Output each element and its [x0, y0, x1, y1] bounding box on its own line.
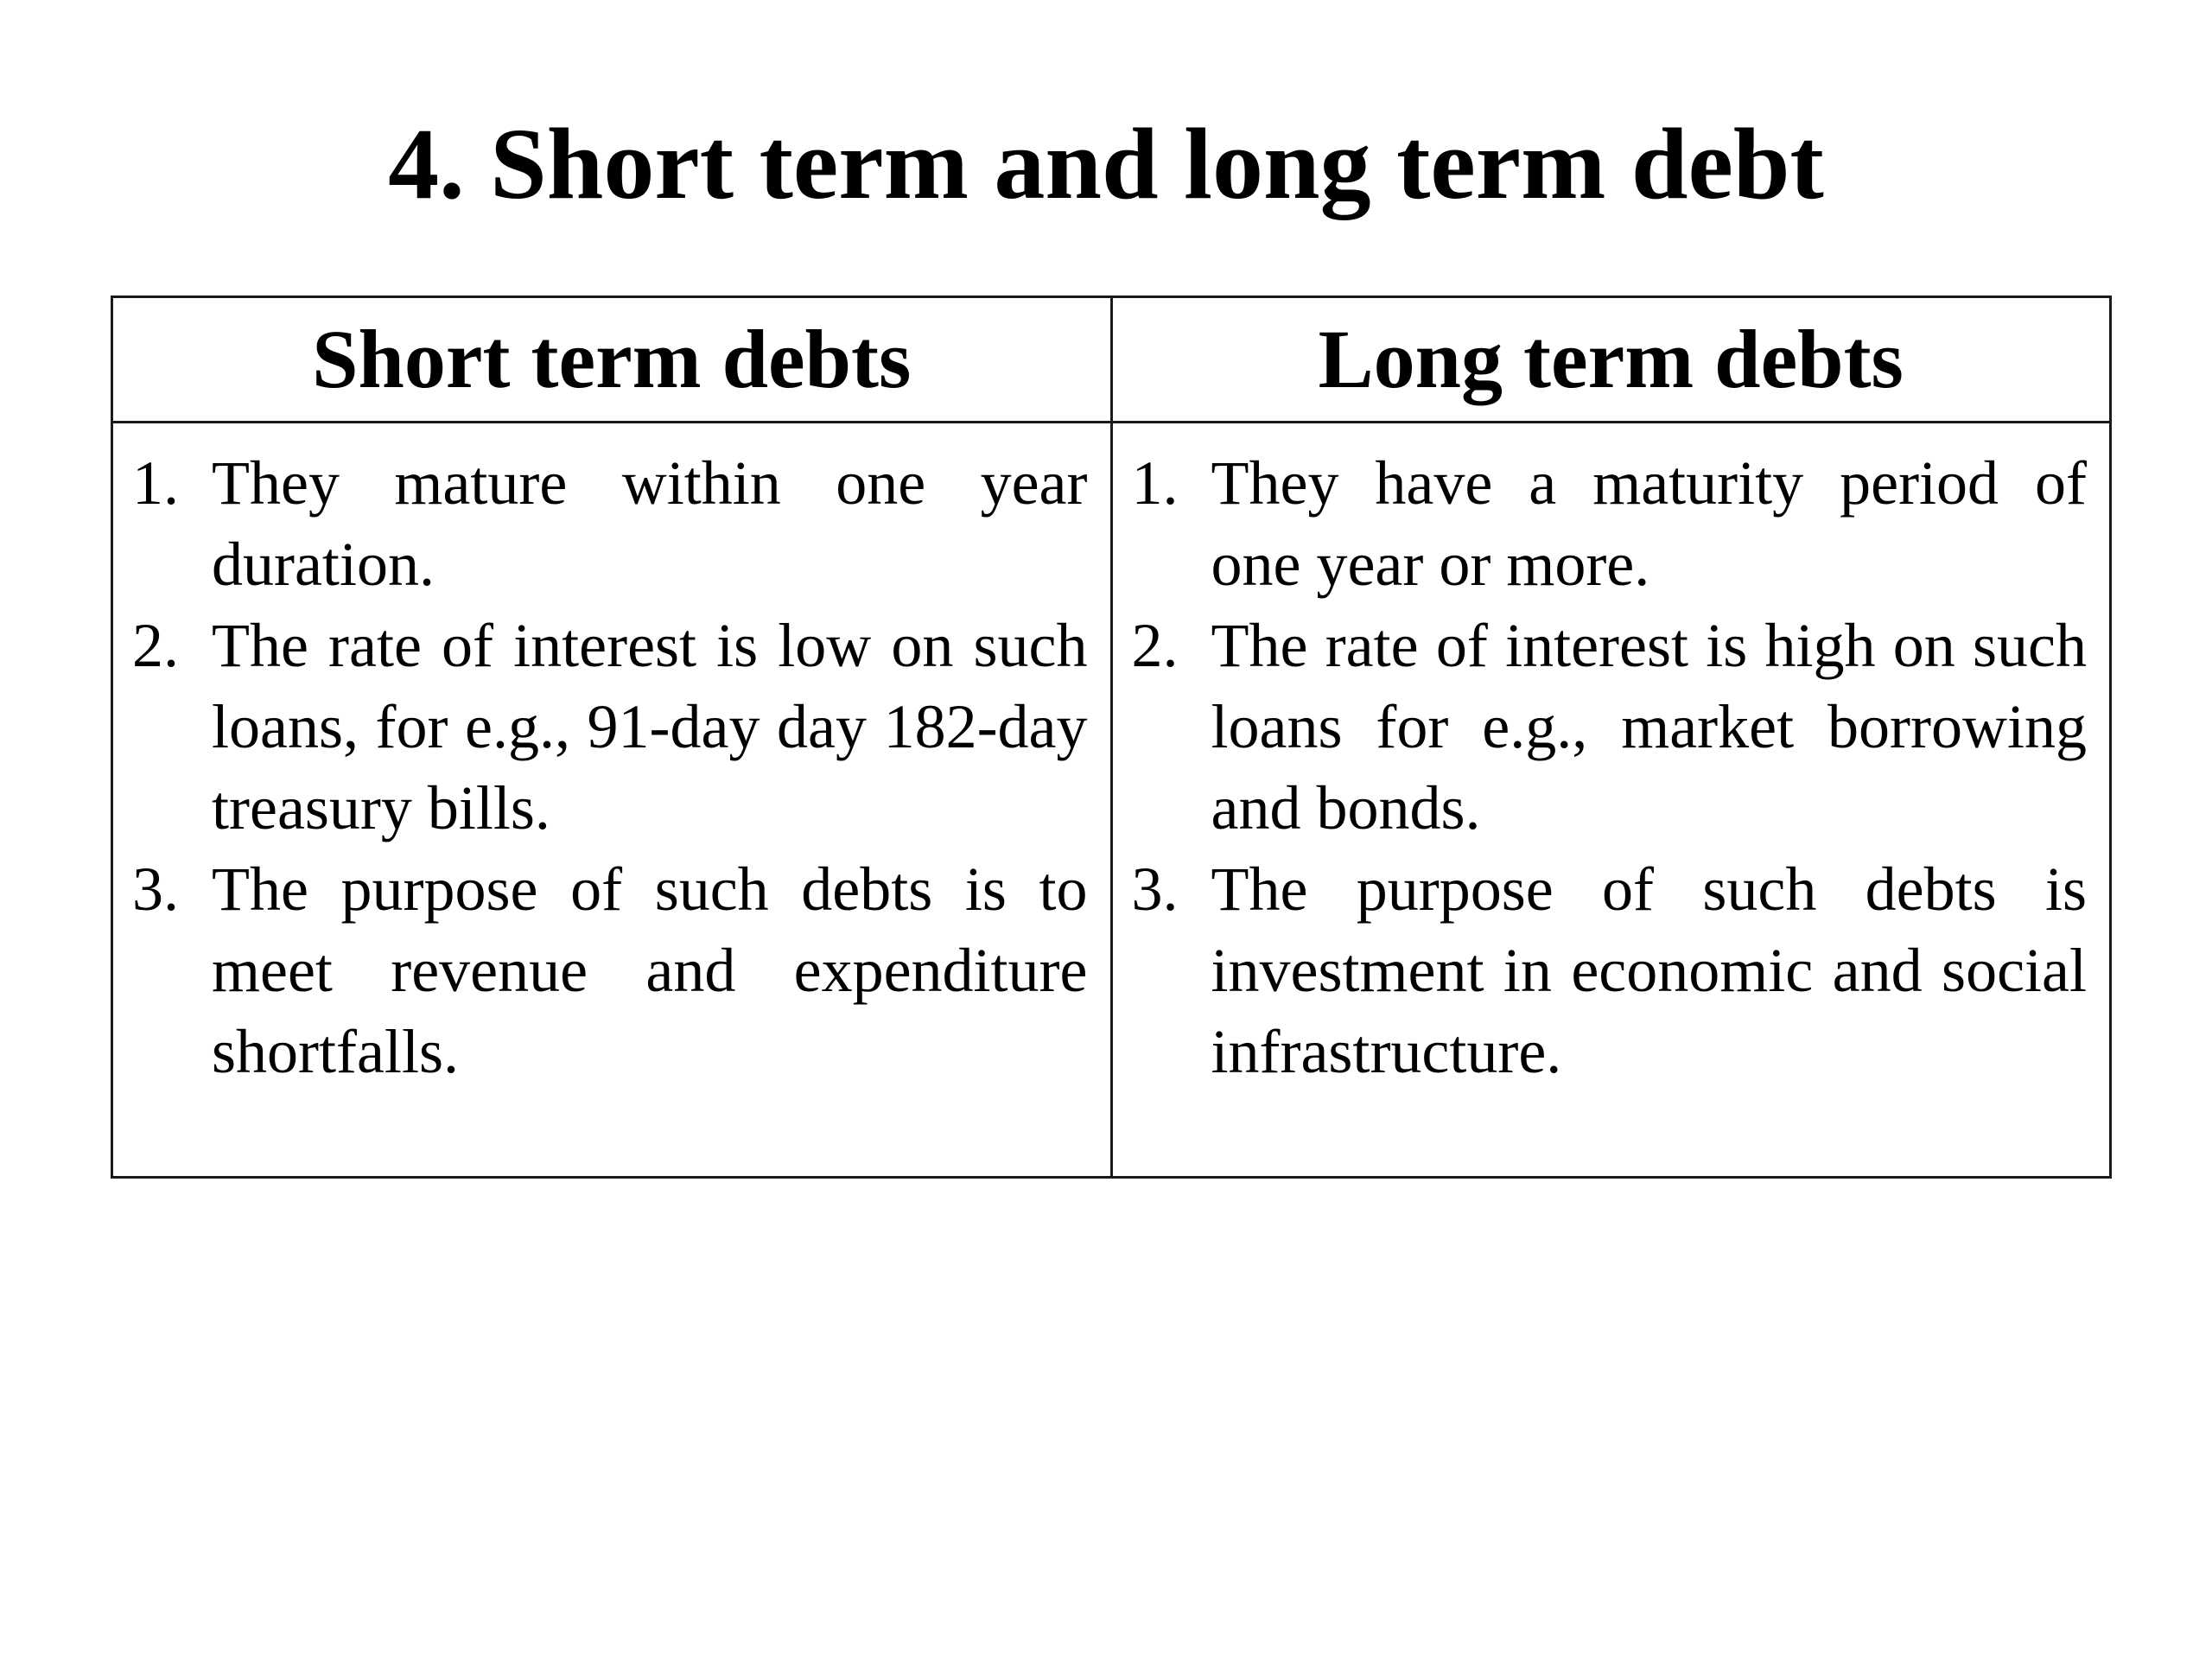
table-body-row — [112, 423, 2111, 1178]
list-item — [1132, 442, 2088, 605]
item-number: 3. — [1131, 855, 1179, 924]
long-term-list — [1132, 442, 2088, 1092]
long-term-cell — [1111, 423, 2111, 1178]
list-item — [132, 442, 1088, 605]
list-item — [1132, 849, 2088, 1092]
list-item — [1132, 605, 2088, 849]
list-item — [132, 849, 1088, 1092]
header-short-term: Short term debts — [112, 297, 1112, 423]
item-number: 2. — [132, 611, 179, 680]
comparison-table — [111, 296, 2112, 1179]
item-text: The rate of interest is low on such loans, for e.g., 91-day day 182-day treasury bills. — [212, 611, 1088, 842]
item-number: 1. — [132, 448, 179, 518]
item-text: The rate of interest is high on such loans for e.g., market borrowing and bonds. — [1211, 611, 2087, 842]
table-header-row — [112, 297, 2111, 423]
item-number: 2. — [1131, 611, 1179, 680]
item-number: 1. — [1131, 448, 1179, 518]
item-text: They have a maturity period of one year or more. — [1211, 448, 2087, 599]
short-term-list — [132, 442, 1088, 1092]
slide-title: 4. Short term and long term debt — [388, 107, 1824, 220]
short-term-cell — [112, 423, 1112, 1178]
item-text: They mature within one year duration. — [212, 448, 1088, 599]
header-long-term: Long term debts — [1111, 297, 2111, 423]
item-text: The purpose of such debts is investment in economic and social infrastructure. — [1211, 855, 2087, 1086]
item-number: 3. — [132, 855, 179, 924]
list-item — [132, 605, 1088, 849]
item-text: The purpose of such debts is to meet revenue and expenditure shortfalls. — [212, 855, 1088, 1086]
